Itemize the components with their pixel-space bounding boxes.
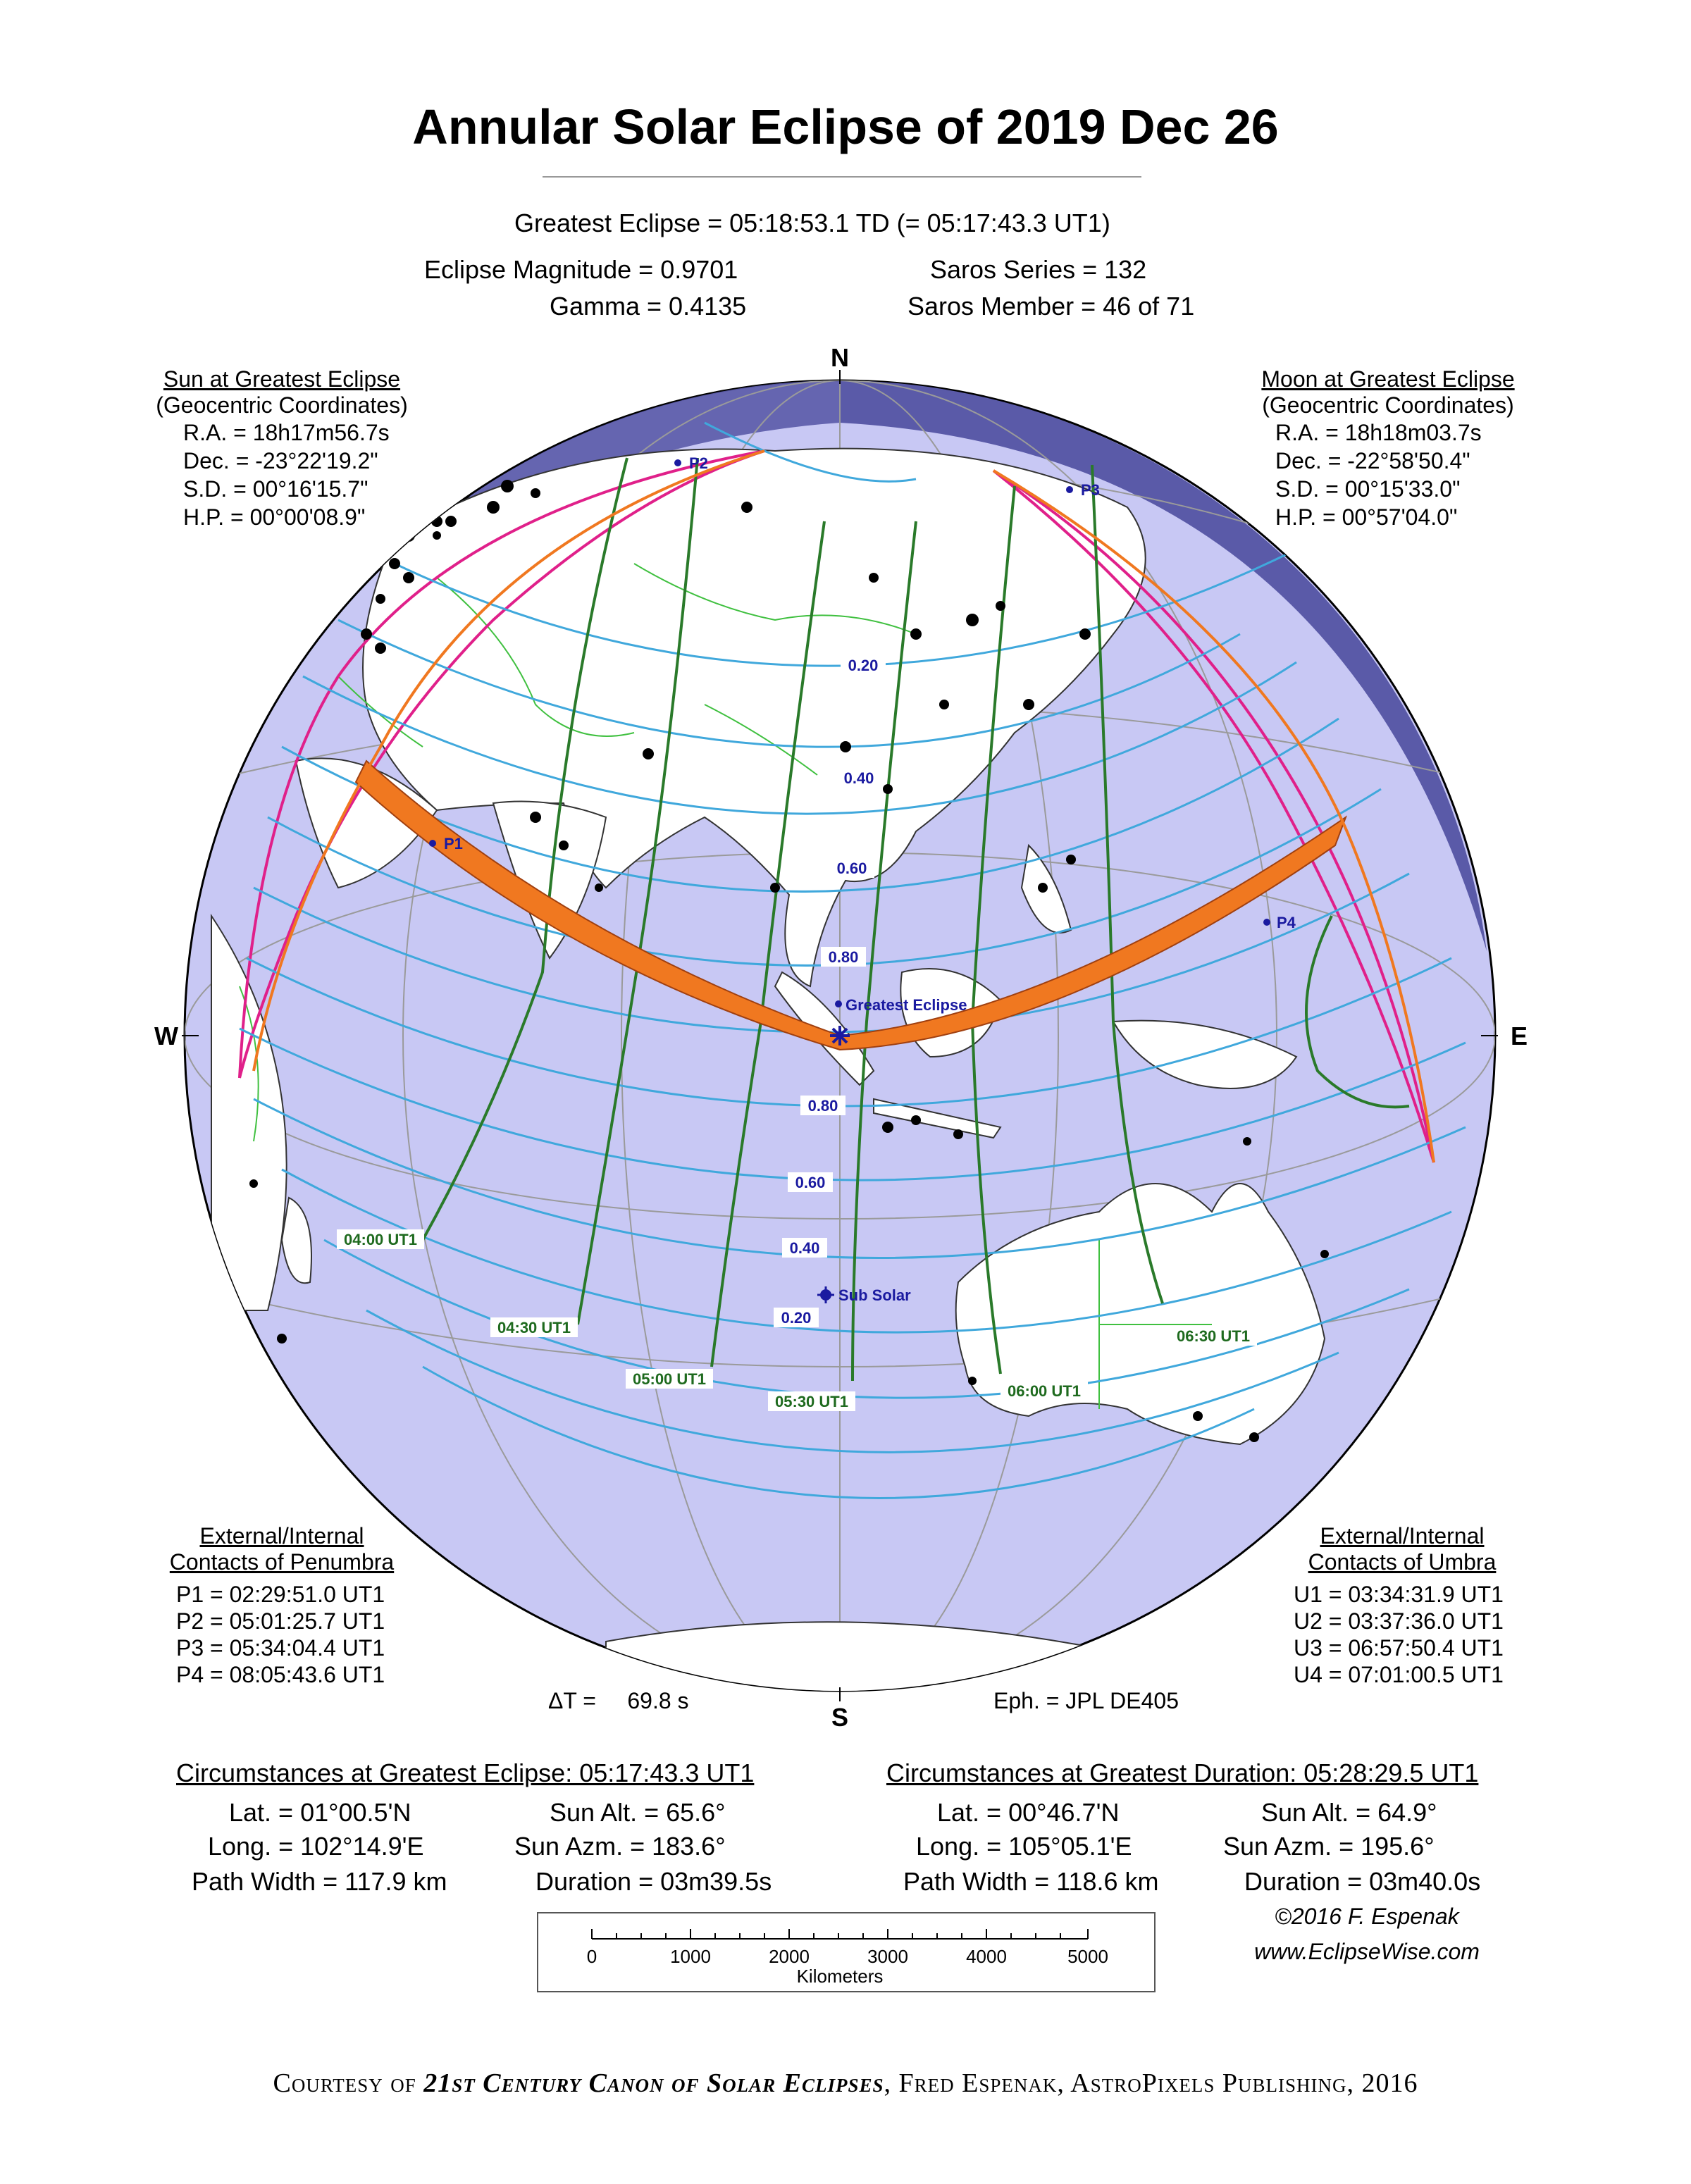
copyright: ©2016 F. Espenak [1275,1904,1459,1929]
penumbra-heading2: Contacts of Penumbra [169,1549,395,1575]
footer-prefix: Courtesy of [273,2068,424,2098]
magnitude-label-north-2: 0.60 [836,860,867,877]
ge-sun-azm: Sun Azm. = 183.6° [514,1832,726,1861]
moon-ra: R.A. = 18h18m03.7s [1275,420,1482,445]
gamma-value: Gamma = 0.4135 [550,292,747,321]
sun-heading: Sun at Greatest Eclipse [163,366,401,392]
magnitude-label-south-0: 0.80 [807,1097,838,1115]
greatest-eclipse-heading: Circumstances at Greatest Eclipse: 05:17:43.3 UT1 [176,1758,755,1787]
u1-time: U1 = 03:34:31.9 UT1 [1294,1582,1504,1607]
eclipse-magnitude: Eclipse Magnitude = 0.9701 [424,255,738,284]
umbra-contacts-block [1282,1523,1522,1688]
gd-long: Long. = 105°05.1'E [916,1832,1132,1861]
scale-bar [537,1912,1153,1990]
page-title: Annular Solar Eclipse of 2019 Dec 26 [412,99,1279,154]
footer-book: 21st Century Canon of Solar Eclipses [423,2068,884,2098]
u4-time: U4 = 07:01:00.5 UT1 [1294,1662,1504,1687]
footer-credit [0,2068,1691,2099]
scale-tick-3000: 3000 [867,1946,908,1967]
ge-duration: Duration = 03m39.5s [535,1867,772,1896]
gd-duration: Duration = 03m40.0s [1244,1867,1481,1896]
scale-unit: Kilometers [796,1966,884,1987]
magnitude-label-north-1: 0.40 [843,769,874,787]
p1-label: P1 [444,835,463,852]
west-label: W [154,1022,178,1050]
gd-path-width: Path Width = 118.6 km [903,1867,1159,1896]
ge-path-width: Path Width = 117.9 km [192,1867,447,1896]
u3-time: U3 = 06:57:50.4 UT1 [1294,1635,1504,1661]
magnitude-label-south-2: 0.40 [789,1239,820,1257]
scale-tick-0: 0 [586,1946,597,1967]
saros-series: Saros Series = 132 [930,255,1147,284]
magnitude-label-north-3: 0.80 [828,948,859,966]
magnitude-label-south-3: 0.20 [781,1309,812,1327]
time-label-0430: 04:30 UT1 [497,1319,571,1336]
ephemeris: Eph. = JPL DE405 [993,1688,1179,1713]
sun-dec: Dec. = -23°22'19.2" [183,448,378,473]
sun-ra: R.A. = 18h17m56.7s [183,420,390,445]
sun-sd: S.D. = 00°16'15.7" [183,476,368,502]
ge-sun-alt: Sun Alt. = 65.6° [550,1798,726,1827]
greatest-duration-circumstances [886,1758,1520,1788]
sun-subheading: (Geocentric Coordinates) [156,392,408,418]
p3-time: P3 = 05:34:04.4 UT1 [176,1635,385,1661]
moon-sd: S.D. = 00°15'33.0" [1275,476,1461,502]
time-label-0600: 06:00 UT1 [1008,1382,1081,1400]
sun-hp: H.P. = 00°00'08.9" [183,504,366,530]
delta-t: ΔT = 69.8 s [548,1688,689,1713]
ge-long: Long. = 102°14.9'E [208,1832,424,1861]
moon-subheading: (Geocentric Coordinates) [1262,392,1514,418]
footer-suffix: , Fred Espenak, AstroPixels Publishing, 2016 [884,2068,1418,2098]
penumbra-heading1: External/Internal [199,1523,364,1549]
umbra-heading1: External/Internal [1320,1523,1485,1549]
scale-tick-5000: 5000 [1067,1946,1108,1967]
p2-label: P2 [689,454,708,472]
time-label-0630: 06:30 UT1 [1177,1327,1250,1345]
moon-hp: H.P. = 00°57'04.0" [1275,504,1458,530]
south-label: S [831,1703,849,1732]
penumbra-contacts-block [155,1523,409,1688]
time-label-0400: 04:00 UT1 [344,1231,417,1248]
u2-time: U2 = 03:37:36.0 UT1 [1294,1608,1504,1634]
gd-sun-azm: Sun Azm. = 195.6° [1223,1832,1435,1861]
scale-tick-2000: 2000 [769,1946,810,1967]
umbra-heading2: Contacts of Umbra [1308,1549,1497,1575]
greatest-eclipse-label: Greatest Eclipse [846,996,967,1014]
p2-time: P2 = 05:01:25.7 UT1 [176,1608,385,1634]
magnitude-label-north-0: 0.20 [848,657,879,674]
greatest-eclipse-marker [830,1026,850,1046]
moon-dec: Dec. = -22°58'50.4" [1275,448,1470,473]
saros-member: Saros Member = 46 of 71 [908,292,1195,321]
gd-lat: Lat. = 00°46.7'N [937,1798,1120,1827]
scale-tick-4000: 4000 [966,1946,1007,1967]
east-label: E [1510,1022,1528,1050]
greatest-eclipse-time: Greatest Eclipse = 05:18:53.1 TD (= 05:17:43.3 UT1) [514,209,1110,237]
p4-label: P4 [1277,914,1296,931]
moon-heading: Moon at Greatest Eclipse [1261,366,1515,392]
greatest-duration-heading: Circumstances at Greatest Duration: 05:28:29.5 UT1 [886,1758,1479,1787]
p3-label: P3 [1081,481,1100,499]
p1-time: P1 = 02:29:51.0 UT1 [176,1582,385,1607]
ge-lat: Lat. = 01°00.5'N [229,1798,411,1827]
north-label: N [831,343,849,372]
scale-tick-1000: 1000 [670,1946,711,1967]
greatest-eclipse-circumstances [176,1758,810,1788]
p4-time: P4 = 08:05:43.6 UT1 [176,1662,385,1687]
magnitude-label-south-1: 0.60 [795,1174,826,1191]
time-label-0500: 05:00 UT1 [633,1370,706,1388]
website: www.EclipseWise.com [1254,1939,1480,1964]
sub-solar-label: Sub Solar [838,1286,911,1304]
time-label-0530: 05:30 UT1 [775,1393,848,1410]
gd-sun-alt: Sun Alt. = 64.9° [1261,1798,1437,1827]
